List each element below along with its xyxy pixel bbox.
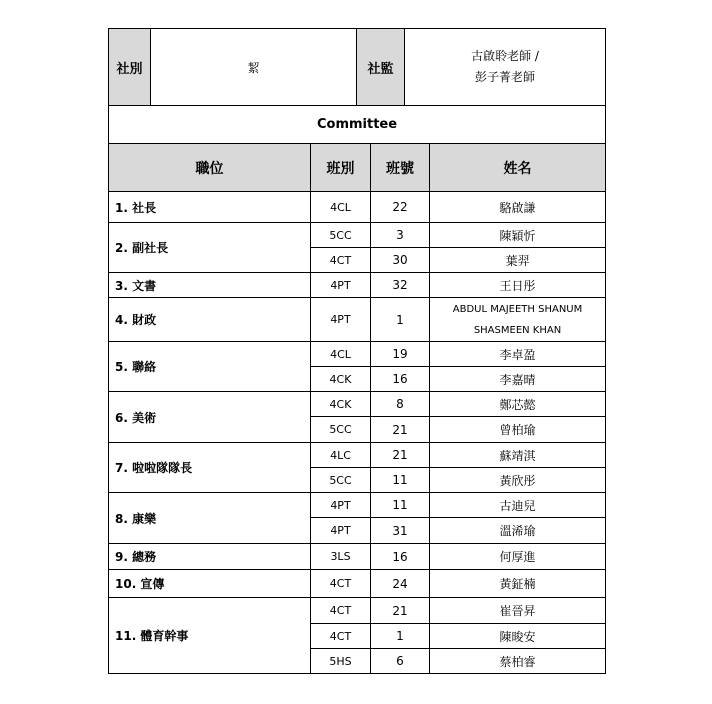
class-cell: 5HS bbox=[311, 649, 371, 674]
class-cell: 5CC bbox=[311, 417, 371, 443]
name-cell: 黃欣彤 bbox=[430, 468, 606, 493]
class-cell: 4CT bbox=[311, 598, 371, 624]
name-line-2: SHASMEEN KHAN bbox=[473, 324, 562, 336]
name-cell: 曾柏瑜 bbox=[430, 417, 606, 443]
number-cell: 21 bbox=[371, 417, 430, 443]
number-cell: 19 bbox=[371, 342, 430, 367]
name-cell: 李嘉晴 bbox=[430, 367, 606, 392]
committee-row bbox=[109, 544, 606, 570]
class-cell: 4CT bbox=[311, 248, 371, 273]
name-cell: 駱啟謙 bbox=[430, 192, 606, 223]
class-cell: 4CL bbox=[311, 342, 371, 367]
club-label: 社別 bbox=[109, 29, 151, 106]
name-cell: 溫浠瑜 bbox=[430, 518, 606, 544]
advisor-value bbox=[405, 29, 606, 106]
name-cell: 李卓盈 bbox=[430, 342, 606, 367]
name-cell: 何厚進 bbox=[430, 544, 606, 570]
class-cell: 5CC bbox=[311, 223, 371, 248]
name-cell: 蘇靖淇 bbox=[430, 443, 606, 468]
position-cell: 11. 體育幹事 bbox=[109, 598, 311, 674]
position-cell: 2. 副社長 bbox=[109, 223, 311, 273]
class-cell: 4PT bbox=[311, 518, 371, 544]
committee-row bbox=[109, 570, 606, 598]
advisor-label: 社監 bbox=[357, 29, 405, 106]
advisor-line-2: 彭子菁老師 bbox=[474, 70, 535, 84]
column-header-number: 班號 bbox=[371, 144, 430, 192]
committee-row bbox=[109, 223, 606, 248]
class-cell: 5CC bbox=[311, 468, 371, 493]
committee-row bbox=[109, 443, 606, 468]
advisor-line-1: 古啟聆老師 / bbox=[471, 49, 539, 63]
number-cell: 1 bbox=[371, 298, 430, 342]
position-cell: 8. 康樂 bbox=[109, 493, 311, 544]
committee-title: Committee bbox=[109, 106, 606, 144]
name-cell: 陳晙安 bbox=[430, 624, 606, 649]
number-cell: 11 bbox=[371, 493, 430, 518]
name-cell: 崔晉昇 bbox=[430, 598, 606, 624]
name-cell: 黃鉦楠 bbox=[430, 570, 606, 598]
position-cell: 9. 總務 bbox=[109, 544, 311, 570]
number-cell: 22 bbox=[371, 192, 430, 223]
number-cell: 3 bbox=[371, 223, 430, 248]
number-cell: 16 bbox=[371, 544, 430, 570]
committee-document bbox=[108, 28, 605, 676]
name-cell: 蔡柏睿 bbox=[430, 649, 606, 674]
column-header-class: 班別 bbox=[311, 144, 371, 192]
class-cell: 4LC bbox=[311, 443, 371, 468]
position-cell: 1. 社長 bbox=[109, 192, 311, 223]
name-cell: 葉羿 bbox=[430, 248, 606, 273]
committee-table bbox=[108, 105, 606, 674]
class-cell: 4CT bbox=[311, 570, 371, 598]
committee-row bbox=[109, 273, 606, 298]
number-cell: 8 bbox=[371, 392, 430, 417]
committee-body bbox=[109, 106, 606, 674]
committee-row bbox=[109, 298, 606, 342]
name-line-1: ABDUL MAJEETH SHANUM bbox=[452, 303, 583, 315]
number-cell: 24 bbox=[371, 570, 430, 598]
committee-row bbox=[109, 598, 606, 624]
position-cell: 6. 美術 bbox=[109, 392, 311, 443]
class-cell: 4PT bbox=[311, 273, 371, 298]
position-cell: 10. 宣傳 bbox=[109, 570, 311, 598]
class-cell: 4CK bbox=[311, 392, 371, 417]
column-header-name: 姓名 bbox=[430, 144, 606, 192]
committee-row bbox=[109, 392, 606, 417]
committee-row bbox=[109, 192, 606, 223]
number-cell: 11 bbox=[371, 468, 430, 493]
class-cell: 4CT bbox=[311, 624, 371, 649]
position-cell: 4. 財政 bbox=[109, 298, 311, 342]
number-cell: 21 bbox=[371, 443, 430, 468]
position-cell: 5. 聯絡 bbox=[109, 342, 311, 392]
number-cell: 31 bbox=[371, 518, 430, 544]
club-value: 絜 bbox=[151, 29, 357, 106]
position-cell: 7. 啦啦隊隊長 bbox=[109, 443, 311, 493]
committee-row bbox=[109, 342, 606, 367]
name-cell: 古迪兒 bbox=[430, 493, 606, 518]
name-cell: 陳穎忻 bbox=[430, 223, 606, 248]
committee-row bbox=[109, 493, 606, 518]
class-cell: 4CL bbox=[311, 192, 371, 223]
number-cell: 6 bbox=[371, 649, 430, 674]
name-cell: 王日彤 bbox=[430, 273, 606, 298]
class-cell: 4PT bbox=[311, 493, 371, 518]
name-cell bbox=[430, 298, 606, 342]
position-cell: 3. 文書 bbox=[109, 273, 311, 298]
class-cell: 3LS bbox=[311, 544, 371, 570]
class-cell: 4CK bbox=[311, 367, 371, 392]
name-cell: 鄭芯懿 bbox=[430, 392, 606, 417]
number-cell: 32 bbox=[371, 273, 430, 298]
header-table bbox=[108, 28, 606, 106]
number-cell: 30 bbox=[371, 248, 430, 273]
class-cell: 4PT bbox=[311, 298, 371, 342]
number-cell: 16 bbox=[371, 367, 430, 392]
number-cell: 21 bbox=[371, 598, 430, 624]
number-cell: 1 bbox=[371, 624, 430, 649]
column-header-position: 職位 bbox=[109, 144, 311, 192]
